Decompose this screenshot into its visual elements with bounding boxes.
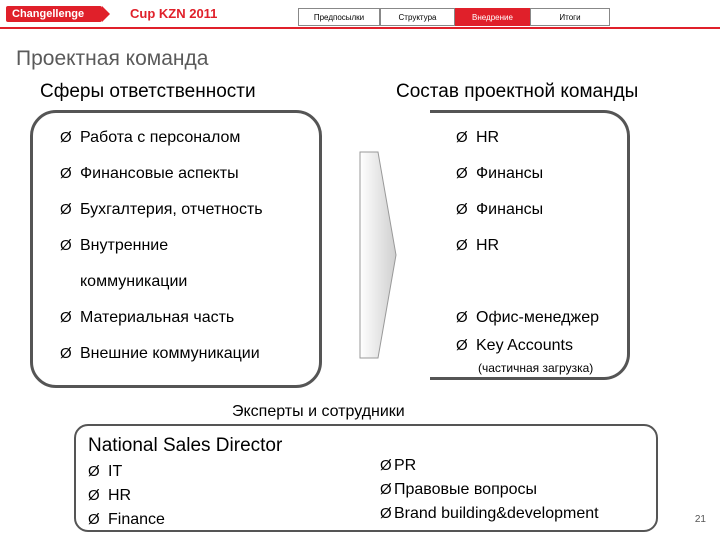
list-item: Ø Офис-менеджер [456, 309, 599, 326]
list-item: Ø Внешние коммуникации [60, 345, 260, 362]
page-number: 21 [694, 514, 706, 525]
left-heading: Сферы ответственности [40, 81, 256, 102]
tab-predposylki[interactable]: Предпосылки [298, 8, 380, 26]
page-title: Проектная команда [16, 47, 209, 70]
list-item: Ø HR [456, 129, 500, 146]
list-item: Ø Правовые вопросы [380, 481, 538, 498]
list-item: Ø Brand building&development [380, 505, 599, 522]
list-item: Ø Key Accounts [456, 337, 573, 354]
brand-logo: Changellenge [6, 6, 102, 22]
experts-left-title: National Sales Director [88, 435, 283, 456]
logo-arrow-icon [102, 6, 110, 22]
right-heading: Состав проектной команды [396, 81, 639, 102]
tab-vnedrenie[interactable]: Внедрение [455, 8, 530, 26]
list-item: Ø Внутренние [60, 237, 169, 254]
list-item-continuation: коммуникации [80, 273, 188, 290]
tab-itogi[interactable]: Итоги [530, 8, 610, 26]
nav-tabs [298, 8, 610, 26]
list-item: Ø Финансы [456, 165, 544, 182]
list-item: Ø IT [88, 463, 123, 480]
list-item: Ø Материальная часть [60, 309, 235, 326]
list-item: Ø HR [88, 487, 132, 504]
list-item: Ø Бухгалтерия, отчетность [60, 201, 263, 218]
list-item: Ø HR [456, 237, 500, 254]
list-item: Ø Finance [88, 511, 165, 528]
header-divider [0, 27, 720, 29]
list-item: Ø Работа с персоналом [60, 129, 241, 146]
experts-heading: Эксперты и сотрудники [232, 403, 405, 420]
list-item: Ø Финансы [456, 201, 544, 218]
list-item: Ø PR [380, 457, 417, 474]
partial-load-note: (частичная загрузка) [478, 361, 594, 375]
event-title: Cup KZN 2011 [130, 6, 218, 21]
mapping-arrow-icon [358, 150, 398, 360]
list-item: Ø Финансовые аспекты [60, 165, 239, 182]
tab-struktura[interactable]: Структура [380, 8, 455, 26]
